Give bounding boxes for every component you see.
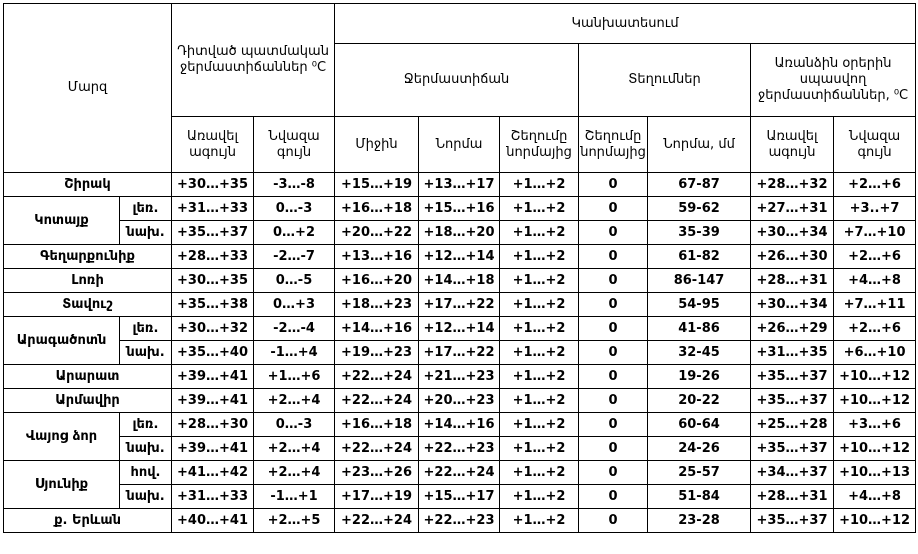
table-row [4,293,916,317]
prec-dev-cell: 0 [579,413,648,437]
region-cell: Արարատ [4,365,172,389]
header-observed: Դիտված պատմական ջերմաստիճաններ ⁰C [172,4,335,117]
ext-max-cell: +27…+31 [751,197,834,221]
table-row [4,221,916,245]
mean-cell: +18…+23 [335,293,419,317]
norm-cell: +20…+23 [419,389,500,413]
ext-max-cell: +30…+34 [751,221,834,245]
obs-max-cell: +35…+40 [172,341,254,365]
obs-max-cell: +39…+41 [172,389,254,413]
ext-max-cell: +28…+31 [751,269,834,293]
dev-cell: +1…+2 [500,245,579,269]
prec-norm-cell: 32-45 [648,341,751,365]
header-ext-max: Առավել ագույն [751,117,834,173]
table-row [4,341,916,365]
ext-max-cell: +35…+37 [751,437,834,461]
obs-max-cell: +35…+38 [172,293,254,317]
ext-max-cell: +35…+37 [751,389,834,413]
prec-dev-cell: 0 [579,341,648,365]
obs-min-cell: -1…+1 [254,485,335,509]
norm-cell: +12…+14 [419,245,500,269]
subregion-cell: լեռ. [120,317,172,341]
obs-max-cell: +40…+41 [172,509,254,533]
prec-dev-cell: 0 [579,437,648,461]
table-row [4,317,916,341]
obs-min-cell: +2…+4 [254,389,335,413]
ext-max-cell: +26…+29 [751,317,834,341]
table-row [4,461,916,485]
dev-cell: +1…+2 [500,293,579,317]
mean-cell: +17…+19 [335,485,419,509]
obs-min-cell: 0…+3 [254,293,335,317]
ext-min-cell: +10…+12 [834,365,916,389]
ext-min-cell: +10…+12 [834,389,916,413]
region-cell: Արմավիր [4,389,172,413]
dev-cell: +1…+2 [500,413,579,437]
mean-cell: +20…+22 [335,221,419,245]
obs-min-cell: 0…-3 [254,197,335,221]
obs-max-cell: +30…+35 [172,269,254,293]
region-cell: Լոռի [4,269,172,293]
norm-cell: +15…+17 [419,485,500,509]
header-precipitation: Տեղումներ [579,44,751,117]
region-cell: Կոտայք [4,197,120,245]
dev-cell: +1…+2 [500,221,579,245]
prec-dev-cell: 0 [579,293,648,317]
ext-max-cell: +26…+30 [751,245,834,269]
obs-min-cell: 0…-3 [254,413,335,437]
obs-max-cell: +28…+33 [172,245,254,269]
norm-cell: +12…+14 [419,317,500,341]
ext-min-cell: +6…+10 [834,341,916,365]
norm-cell: +15…+16 [419,197,500,221]
prec-norm-cell: 61-82 [648,245,751,269]
header-mean: Միջին [335,117,419,173]
obs-min-cell: 0…-5 [254,269,335,293]
obs-max-cell: +39…+41 [172,437,254,461]
prec-norm-cell: 67-87 [648,173,751,197]
dev-cell: +1…+2 [500,485,579,509]
header-obs-max: Առավել ագույն [172,117,254,173]
table-row [4,509,916,533]
subregion-cell: հով. [120,461,172,485]
ext-min-cell: +7…+11 [834,293,916,317]
obs-max-cell: +41…+42 [172,461,254,485]
prec-norm-cell: 20-22 [648,389,751,413]
region-cell: Սյունիք [4,461,120,509]
ext-min-cell: +3..+7 [834,197,916,221]
subregion-cell: նախ. [120,485,172,509]
mean-cell: +16…+18 [335,197,419,221]
obs-max-cell: +31…+33 [172,197,254,221]
ext-min-cell: +2…+6 [834,245,916,269]
subregion-cell: նախ. [120,221,172,245]
ext-max-cell: +28…+31 [751,485,834,509]
prec-dev-cell: 0 [579,389,648,413]
table-row [4,437,916,461]
obs-min-cell: 0…+2 [254,221,335,245]
mean-cell: +22…+24 [335,389,419,413]
obs-max-cell: +30…+32 [172,317,254,341]
mean-cell: +19…+23 [335,341,419,365]
obs-min-cell: +2…+4 [254,461,335,485]
table-row [4,173,916,197]
obs-max-cell: +39…+41 [172,365,254,389]
prec-dev-cell: 0 [579,509,648,533]
prec-norm-cell: 25-57 [648,461,751,485]
norm-cell: +22…+24 [419,461,500,485]
header-prec-dev: Շեղումը նորմայից [579,117,648,173]
subregion-cell: նախ. [120,341,172,365]
prec-norm-cell: 86-147 [648,269,751,293]
prec-norm-cell: 24-26 [648,437,751,461]
ext-max-cell: +31…+35 [751,341,834,365]
table-row [4,269,916,293]
header-norm: Նորմա [419,117,500,173]
obs-max-cell: +28…+30 [172,413,254,437]
mean-cell: +14…+16 [335,317,419,341]
prec-dev-cell: 0 [579,221,648,245]
obs-min-cell: +1…+6 [254,365,335,389]
ext-min-cell: +7…+10 [834,221,916,245]
mean-cell: +23…+26 [335,461,419,485]
prec-dev-cell: 0 [579,365,648,389]
table-row [4,365,916,389]
dev-cell: +1…+2 [500,269,579,293]
header-extreme: Առանձին օրերին սպասվող ջերմաստիճաններ, ⁰C [751,44,916,117]
prec-dev-cell: 0 [579,197,648,221]
prec-dev-cell: 0 [579,173,648,197]
ext-max-cell: +25…+28 [751,413,834,437]
norm-cell: +21…+23 [419,365,500,389]
mean-cell: +22…+24 [335,509,419,533]
ext-min-cell: +2…+6 [834,173,916,197]
norm-cell: +17…+22 [419,341,500,365]
ext-min-cell: +3…+6 [834,413,916,437]
obs-min-cell: -2…-4 [254,317,335,341]
ext-max-cell: +28…+32 [751,173,834,197]
ext-max-cell: +35…+37 [751,509,834,533]
ext-min-cell: +2…+6 [834,317,916,341]
header-temperatures: Ջերմաստիճան [335,44,579,117]
region-cell: ք. Երևան [4,509,172,533]
table-row [4,197,916,221]
prec-dev-cell: 0 [579,461,648,485]
prec-norm-cell: 51-84 [648,485,751,509]
ext-min-cell: +10…+12 [834,437,916,461]
ext-max-cell: +34…+37 [751,461,834,485]
ext-min-cell: +4…+8 [834,269,916,293]
obs-max-cell: +30…+35 [172,173,254,197]
prec-norm-cell: 59-62 [648,197,751,221]
dev-cell: +1…+2 [500,389,579,413]
obs-min-cell: -1…+4 [254,341,335,365]
obs-max-cell: +31…+33 [172,485,254,509]
dev-cell: +1…+2 [500,173,579,197]
subregion-cell: լեռ. [120,197,172,221]
dev-cell: +1…+2 [500,365,579,389]
header-region: Մարզ [4,4,172,173]
header-dev-norm: Շեղումը նորմայից [500,117,579,173]
region-cell: Արագածոտն [4,317,120,365]
obs-min-cell: -2…-7 [254,245,335,269]
prec-norm-cell: 54-95 [648,293,751,317]
region-cell: Տավուշ [4,293,172,317]
ext-max-cell: +30…+34 [751,293,834,317]
prec-norm-cell: 19-26 [648,365,751,389]
table-row [4,485,916,509]
mean-cell: +22…+24 [335,365,419,389]
obs-min-cell: +2…+5 [254,509,335,533]
dev-cell: +1…+2 [500,437,579,461]
norm-cell: +18…+20 [419,221,500,245]
obs-min-cell: -3…-8 [254,173,335,197]
header-obs-min: Նվազա գույն [254,117,335,173]
norm-cell: +17…+22 [419,293,500,317]
dev-cell: +1…+2 [500,341,579,365]
header-ext-min: Նվազա գույն [834,117,916,173]
ext-min-cell: +10…+13 [834,461,916,485]
norm-cell: +13…+17 [419,173,500,197]
subregion-cell: լեռ. [120,413,172,437]
norm-cell: +14…+16 [419,413,500,437]
prec-dev-cell: 0 [579,317,648,341]
mean-cell: +16…+20 [335,269,419,293]
mean-cell: +13…+16 [335,245,419,269]
table-row [4,413,916,437]
norm-cell: +22…+23 [419,437,500,461]
prec-dev-cell: 0 [579,245,648,269]
prec-norm-cell: 35-39 [648,221,751,245]
dev-cell: +1…+2 [500,509,579,533]
mean-cell: +22…+24 [335,437,419,461]
prec-norm-cell: 60-64 [648,413,751,437]
table-row [4,245,916,269]
obs-min-cell: +2…+4 [254,437,335,461]
region-cell: Գեղարքունիք [4,245,172,269]
prec-dev-cell: 0 [579,269,648,293]
prec-norm-cell: 41-86 [648,317,751,341]
dev-cell: +1…+2 [500,317,579,341]
header-prec-norm: Նորմա, մմ [648,117,751,173]
prec-dev-cell: 0 [579,485,648,509]
dev-cell: +1…+2 [500,197,579,221]
table-row [4,389,916,413]
subregion-cell: նախ. [120,437,172,461]
mean-cell: +16…+18 [335,413,419,437]
prec-norm-cell: 23-28 [648,509,751,533]
region-cell: Վայոց ձոր [4,413,120,461]
dev-cell: +1…+2 [500,461,579,485]
mean-cell: +15…+19 [335,173,419,197]
norm-cell: +22…+23 [419,509,500,533]
region-cell: Շիրակ [4,173,172,197]
ext-min-cell: +10…+12 [834,509,916,533]
climate-table [3,3,916,533]
ext-max-cell: +35…+37 [751,365,834,389]
header-forecast: Կանխատեսում [335,4,916,44]
obs-max-cell: +35…+37 [172,221,254,245]
ext-min-cell: +4…+8 [834,485,916,509]
norm-cell: +14…+18 [419,269,500,293]
